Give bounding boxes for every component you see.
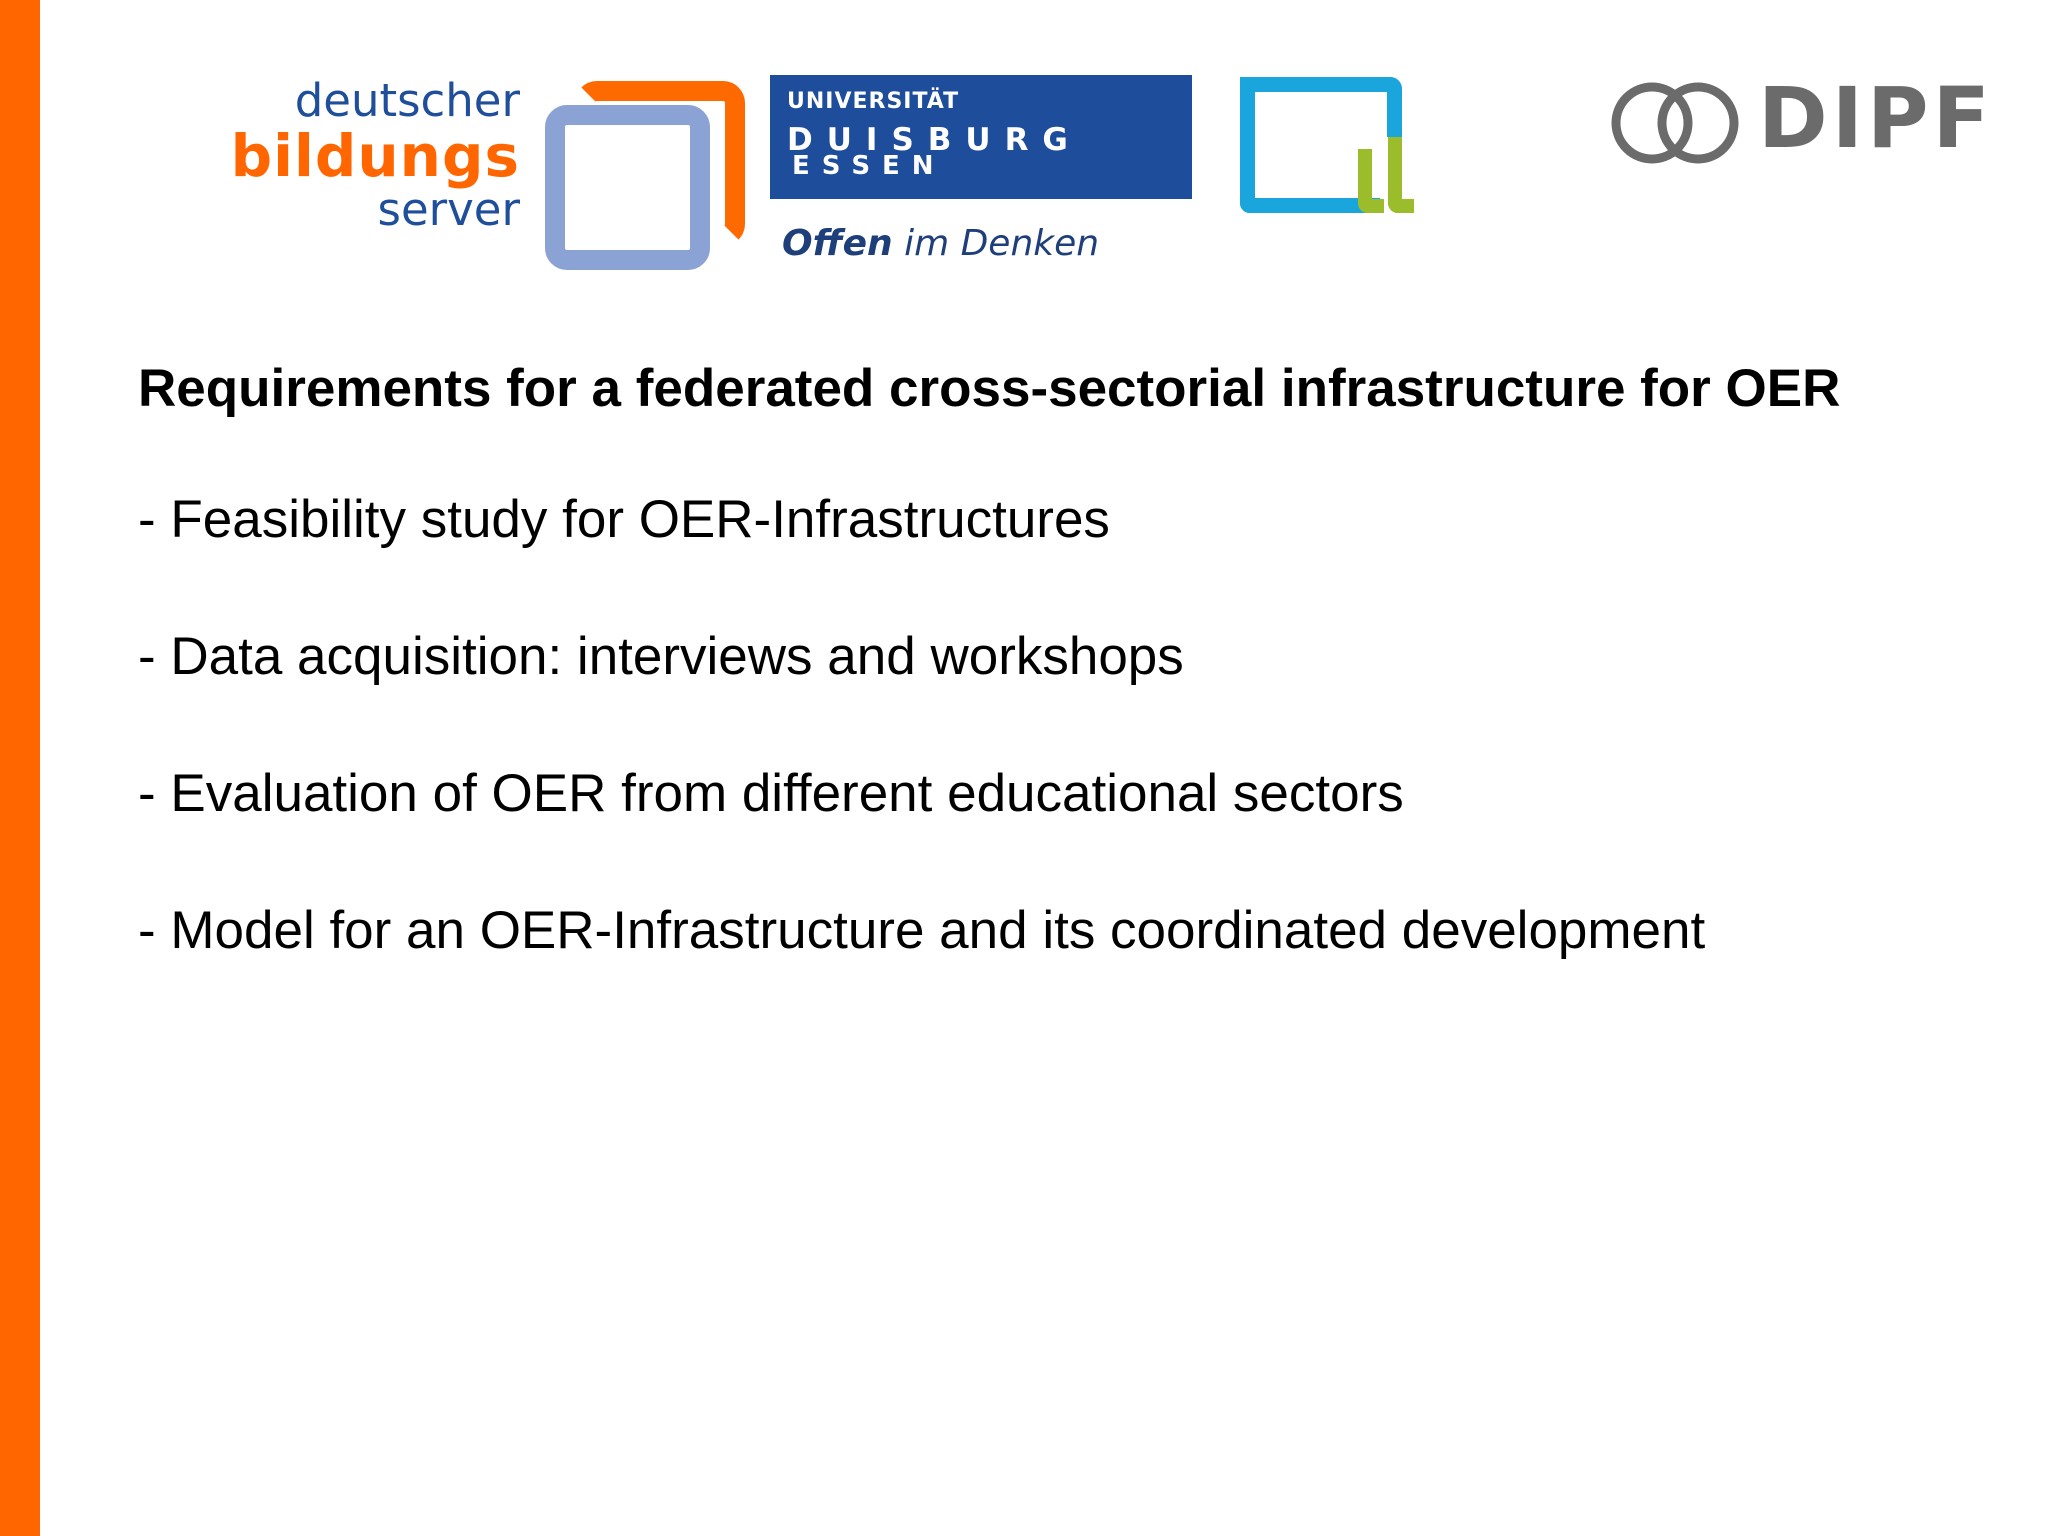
dbs-wordmark xyxy=(230,74,520,236)
ude-tagline xyxy=(782,223,1099,264)
ude-line2: DUISBURG xyxy=(787,122,1082,158)
dbs-line2: bildungs xyxy=(230,122,520,190)
dipf-logo xyxy=(1610,69,1994,168)
dbs-line1: deutscher xyxy=(294,74,520,127)
bracket-bars-logo-icon xyxy=(1240,77,1425,227)
dbs-square-front-icon xyxy=(575,81,745,246)
ude-tagline-bold: Offen xyxy=(782,223,893,264)
orange-side-bar xyxy=(0,0,40,1536)
ll-frame-top-right xyxy=(1387,77,1402,137)
dbs-line3: server xyxy=(377,183,520,236)
bullet-item: - Data acquisition: interviews and workshops xyxy=(138,627,1184,686)
ude-line3: ESSEN xyxy=(792,151,946,181)
uni-duisburg-essen-logo xyxy=(770,75,1195,275)
bullet-item: - Feasibility study for OER-Infrastructures xyxy=(138,490,1110,549)
ude-line1: UNIVERSITÄT xyxy=(787,89,960,114)
deutscher-bildungsserver-logo xyxy=(230,74,720,263)
ll-bar-1-foot xyxy=(1358,199,1384,213)
ude-blue-box xyxy=(770,75,1192,199)
ude-tagline-rest: im Denken xyxy=(892,223,1100,264)
ll-bar-2-foot xyxy=(1388,199,1414,213)
ll-frame-bottom xyxy=(1240,198,1350,213)
ll-frame-top xyxy=(1240,77,1402,92)
interlocking-rings-icon xyxy=(1610,78,1740,168)
dipf-wordmark: DIPF xyxy=(1758,69,1994,167)
bullet-list xyxy=(138,490,1706,1042)
slide-title: Requirements for a federated cross-sectorial infrastructure for OER xyxy=(138,359,1841,418)
bullet-item: - Evaluation of OER from different educational sectors xyxy=(138,764,1404,823)
bullet-item: - Model for an OER-Infrastructure and its coordinated development xyxy=(138,901,1706,960)
